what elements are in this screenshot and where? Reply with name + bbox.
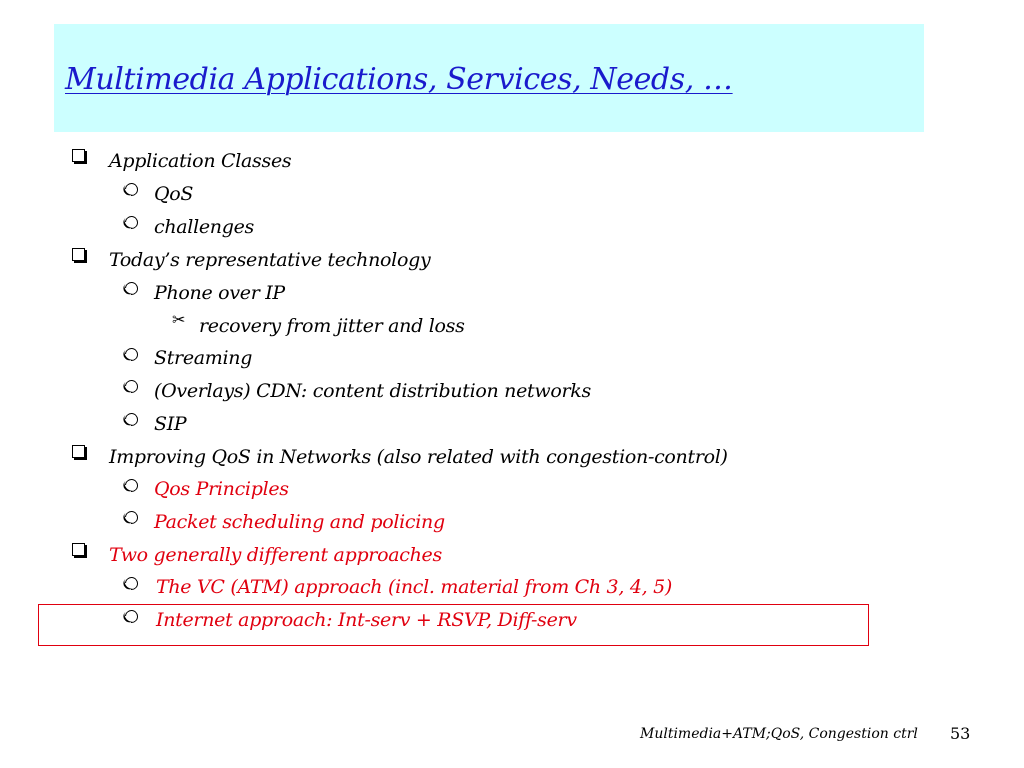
ring-bullet-icon — [122, 377, 140, 395]
sub-bullet-item: Streaming — [154, 347, 253, 369]
ring-bullet-icon — [122, 345, 140, 363]
sub-bullet-item: Packet scheduling and policing — [154, 511, 445, 533]
square-bullet-icon — [72, 248, 85, 261]
ring-bullet-icon — [122, 213, 140, 231]
sub-sub-bullet-item: recovery from jitter and loss — [199, 315, 465, 337]
sub-bullet-item: Phone over IP — [154, 282, 285, 304]
sub-bullet-item: The VC (ATM) approach (incl. material from Ch 3, 4, 5) — [156, 576, 672, 598]
page-number: 53 — [950, 724, 971, 743]
bullet-item: Two generally different approaches — [109, 544, 442, 566]
bullet-item: Today’s representative technology — [109, 249, 431, 271]
sub-bullet-item: QoS — [154, 183, 194, 205]
ring-bullet-icon — [122, 574, 140, 592]
sub-bullet-item: (Overlays) CDN: content distribution networks — [154, 380, 591, 402]
sub-bullet-item: Qos Principles — [154, 478, 289, 500]
sub-bullet-item-highlighted: Internet approach: Int-serv + RSVP, Diff-serv — [156, 609, 577, 631]
square-bullet-icon — [72, 149, 85, 162]
sub-bullet-item: challenges — [154, 216, 254, 238]
scissors-icon: ✂ — [172, 310, 186, 329]
slide-title: Multimedia Applications, Services, Needs, … — [65, 62, 733, 97]
ring-bullet-icon — [122, 279, 140, 297]
sub-bullet-item: SIP — [154, 413, 187, 435]
ring-bullet-icon — [122, 180, 140, 198]
footer-caption: Multimedia+ATM;QoS, Congestion ctrl — [640, 726, 918, 742]
bullet-item: Improving QoS in Networks (also related with congestion-control) — [109, 446, 728, 468]
square-bullet-icon — [72, 445, 85, 458]
square-bullet-icon — [72, 543, 85, 556]
ring-bullet-icon — [122, 476, 140, 494]
ring-bullet-icon — [122, 410, 140, 428]
ring-bullet-icon — [122, 508, 140, 526]
bullet-item: Application Classes — [109, 150, 292, 172]
